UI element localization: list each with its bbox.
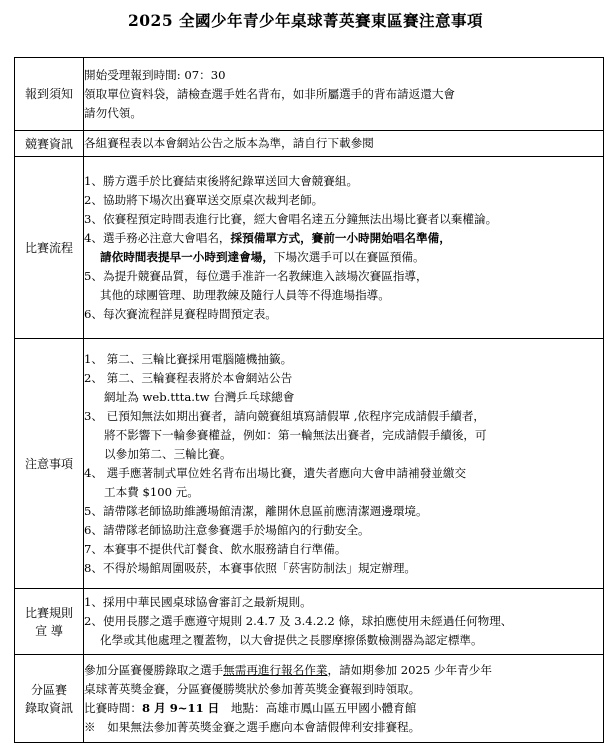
notes-line-8: 工本費 $100 元。: [104, 484, 199, 499]
rules-line-1: 1、採用中華民國桌球協會審訂之最新規則。: [84, 595, 312, 609]
qualification-line-1-underlined: 無需再進行報名作業: [223, 662, 328, 677]
section-label-match-process: 比賽流程: [15, 157, 84, 339]
notes-line-11: 7、本賽事不提供代訂餐食、飲水服務請自行準備。: [84, 541, 347, 556]
section-match-process: [15, 157, 604, 339]
rules-line-3: 化學或其他處理之覆蓋物，以大會提供之長膠摩擦係數檢測器為認定標準。: [100, 633, 483, 647]
page-title: 2025 全國少年青少年桌球菁英賽東區賽注意事項: [127, 11, 484, 30]
notes-line-5: 將不影響下一輪參賽權益，例如：第一輪無法出賽者，完成請假手續後，可: [104, 427, 487, 442]
notes-line-1: 1、 第二、三輪比賽採用電腦隨機抽籤。: [84, 351, 293, 366]
qualification-time-value: 8 月 9~11 日: [141, 700, 220, 715]
rules-label-line-2: 宣 導: [35, 623, 63, 638]
notice-table: [14, 57, 604, 743]
process-line-1: 1、勝方選手於比賽結束後將紀錄單送回大會競賽組。: [84, 173, 359, 188]
notes-line-2: 2、 第二、三輪賽程表將於本會網站公告: [84, 370, 293, 385]
qualification-line-4: ※ 如果無法參加菁英獎金賽之選手應向本會請假俾利安排賽程。: [84, 719, 421, 734]
process-line-4-text: 4、選手務必注意大會唱名，: [84, 230, 231, 245]
process-line-6: 5、為提升競賽品質，每位選手准許一名教練進入該場次賽區指導，: [84, 268, 428, 283]
section-label-qualification: [15, 655, 84, 743]
qualification-location: 地點：高雄市鳳山區五甲國小體育館: [219, 700, 417, 715]
process-line-5: [84, 248, 603, 267]
section-content-competition-info: [84, 131, 604, 157]
qualification-line-3: [84, 699, 603, 718]
process-line-4-bold: 採預備單方式，賽前一小時開始唱名準備，: [230, 230, 451, 245]
qualification-line-1-tail: ，請如期參加 2025 少年青少年: [327, 662, 492, 677]
process-line-2: 2、協助將下場次出賽單送交原桌次裁判老師。: [84, 192, 324, 207]
process-line-5-text: 下場次選手可以在賽區預備。: [273, 249, 425, 264]
qualification-line-2: 桌球菁英獎金賽，分區賽優勝獎狀於參加菁英獎金賽報到時領取。: [84, 681, 421, 696]
process-line-4: [84, 229, 603, 248]
notes-line-3: 網址為 web.ttta.tw 台灣乒乓球總會: [104, 389, 295, 404]
section-rules: [15, 589, 604, 655]
section-content-notes: [84, 339, 604, 589]
qualification-label-line-2: 錄取資訊: [24, 700, 73, 715]
section-content-match-process: [84, 157, 604, 339]
section-content-registration: [84, 58, 604, 131]
qualification-label-line-1: 分區賽: [30, 682, 67, 697]
rules-line-2: 2、使用長膠之選手應遵守規則 2.4.7 及 3.4.2.2 條，球拍應使用未經過任何物理、: [84, 614, 513, 628]
section-qualification: [15, 655, 604, 743]
notes-line-7: 4、 選手應著制式單位姓名背布出場比賽，遺失者應向大會申請補發並繳交: [84, 465, 467, 480]
registration-line-2: 領取單位資料袋，請檢查選手姓名背布，如非所屬選手的背布請返還大會: [84, 86, 456, 101]
notes-line-6: 以參加第二、三輪比賽。: [104, 446, 232, 461]
qualification-line-1: [84, 661, 603, 680]
qualification-line-1-text: 參加分區賽優勝錄取之選手: [84, 662, 224, 677]
qualification-time-label: 比賽時間：: [84, 700, 142, 715]
section-label-registration: 報到須知: [15, 58, 84, 131]
process-line-5-bold: 請依時間表提早一小時到達會場，: [100, 249, 274, 264]
rules-label-line-1: 比賽規則: [24, 605, 73, 620]
section-content-qualification: [84, 655, 604, 743]
notes-line-4: 3、 已預知無法如期出賽者，請向競賽組填寫請假單 ,依程序完成請假手續者，: [84, 408, 486, 423]
section-notes: [15, 339, 604, 589]
competition-info-line-1: 各組賽程表以本會網站公告之版本為準，請自行下載參閱: [84, 136, 374, 150]
section-content-rules: [84, 589, 604, 655]
section-competition-info: [15, 131, 604, 157]
notes-line-12: 8、不得於場館周圍吸菸，本賽事依照「菸害防制法」規定辦理。: [84, 560, 417, 575]
registration-line-1: 開始受理報到時間: 07：30: [84, 67, 226, 82]
section-label-notes: 注意事項: [15, 339, 84, 589]
section-label-rules: [15, 589, 84, 655]
process-line-3: 3、依賽程預定時間表進行比賽，經大會唱名達五分鐘無法出場比賽者以棄權論。: [84, 211, 498, 226]
notes-line-10: 6、請帶隊老師協助注意參賽選手於場館內的行動安全。: [84, 522, 370, 537]
process-line-7: 其他的球團管理、助理教練及隨行人員等不得進場指導。: [100, 287, 390, 302]
registration-line-3: 請勿代領。: [84, 105, 142, 120]
section-registration: [15, 58, 604, 131]
process-line-8: 6、每次賽流程詳見賽程時間預定表。: [84, 306, 277, 321]
notes-line-9: 5、請帶隊老師協助維護場館清潔，離開休息區前應清潔週邊環境。: [84, 503, 428, 518]
section-label-competition-info: 競賽資訊: [15, 131, 84, 157]
